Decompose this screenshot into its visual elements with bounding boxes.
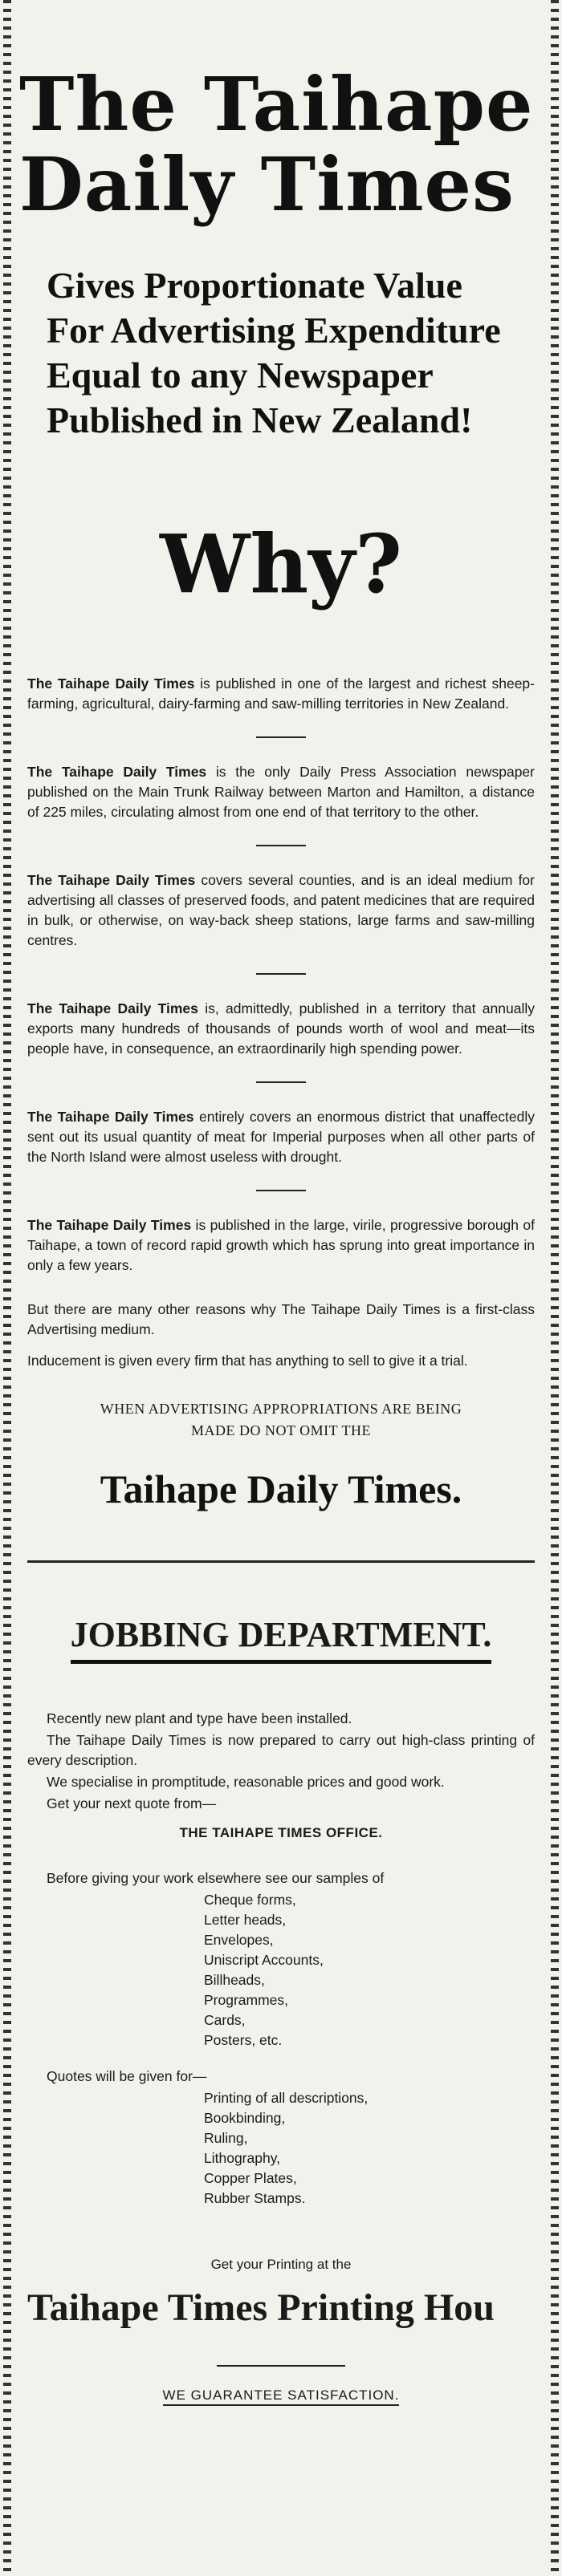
reason-lead: The Taihape Daily Times	[27, 1109, 194, 1125]
list-item: Ruling,	[204, 2130, 248, 2146]
reason-lead: The Taihape Daily Times	[27, 764, 207, 780]
why-heading: Why?	[160, 517, 402, 611]
reason-text: is published in the large, virile, progressive borough of Taihape, a town of record rapid growth which has sprung into great importance in only a few years.	[27, 1217, 535, 1273]
jobbing-heading	[19, 1614, 543, 1664]
separator-rule	[256, 973, 306, 975]
jobbing-paragraph: Recently new plant and type have been installed.	[47, 1710, 352, 1726]
list-item: Rubber Stamps.	[204, 2190, 306, 2206]
reason-paragraph	[19, 1215, 543, 1276]
jobbing-paragraph: The Taihape Daily Times is now prepared to carry out high-class printing of every description.	[27, 1732, 535, 1768]
list-item: Cheque forms,	[204, 1892, 296, 1908]
reason-text: covers several counties, and is an ideal medium for advertising all classes of preserved foods, and patent medicines that are required in bulk, or otherwise, on way-back sheep stations, large farms and saw-milling centres.	[27, 872, 535, 948]
quotes-list	[204, 2088, 543, 2209]
advert-content	[19, 0, 543, 2404]
reason-paragraph	[19, 762, 543, 822]
list-item: Billheads,	[204, 1972, 265, 1988]
quotes-intro: Quotes will be given for—	[47, 2068, 207, 2084]
reason-lead: The Taihape Daily Times	[27, 1000, 198, 1016]
tagline-line: Published in New Zealand!	[47, 400, 473, 440]
list-item: Cards,	[204, 2012, 246, 2028]
reason-paragraph	[19, 999, 543, 1059]
get-printing-line: Get your Printing at the	[210, 2257, 352, 2272]
list-item: Lithography,	[204, 2150, 281, 2166]
reason-paragraph	[19, 1107, 543, 1167]
office-name: THE TAIHAPE TIMES OFFICE.	[179, 1825, 383, 1840]
masthead-line-2: Daily Times	[19, 141, 515, 228]
separator-rule	[256, 1190, 306, 1191]
printing-house-name: Taihape Times Printing Hou	[27, 2286, 495, 2329]
list-item: Bookbinding,	[204, 2110, 286, 2126]
list-item: Envelopes,	[204, 1932, 274, 1948]
jobbing-paragraph: We specialise in promptitude, reasonable prices and good work.	[47, 1774, 445, 1790]
jobbing-paragraph: Get your next quote from—	[47, 1795, 217, 1811]
list-item: Printing of all descriptions,	[204, 2090, 369, 2106]
guarantee-text: WE GUARANTEE SATISFACTION.	[163, 2387, 400, 2406]
tagline-line: Equal to any Newspaper	[47, 355, 434, 396]
list-item: Letter heads,	[204, 1912, 287, 1928]
reason-paragraph	[19, 870, 543, 951]
jobbing-heading-text: JOBBING DEPARTMENT.	[71, 1614, 492, 1664]
samples-list	[204, 1890, 543, 2051]
section-divider	[27, 1560, 535, 1563]
reason-text: is published in one of the largest and richest sheep-farming, agricultural, dairy-farming and saw-milling territories in New Zealand.	[27, 675, 535, 712]
other-reasons-paragraph: But there are many other reasons why The Taihape Daily Times is a first-class Advertising medium.	[27, 1301, 535, 1337]
reason-text: entirely covers an enormous district that unaffectedly sent out its usual quantity of meat for Imperial purposes when all other parts of the North Island were almost useless with drought.	[27, 1109, 535, 1165]
list-item: Posters, etc.	[204, 2032, 283, 2048]
list-item: Copper Plates,	[204, 2170, 297, 2186]
brand-name-large: Taihape Daily Times.	[100, 1466, 462, 1511]
separator-rule	[256, 736, 306, 738]
advertising-note	[19, 1398, 543, 1442]
tagline-line: For Advertising Expenditure	[47, 310, 501, 351]
reasons-list	[19, 674, 543, 1371]
list-item: Uniscript Accounts,	[204, 1952, 324, 1968]
reason-paragraph	[19, 674, 543, 714]
reason-lead: The Taihape Daily Times	[27, 675, 195, 692]
advertising-note-line-1: WHEN ADVERTISING APPROPRIATIONS ARE BEING	[100, 1401, 462, 1417]
separator-rule	[256, 845, 306, 846]
reason-text: is the only Daily Press Association newspaper published on the Main Trunk Railway between Marton and Hamilton, a distance of 225 miles, circulating almost from one end of that territory to the other.	[27, 764, 535, 820]
samples-intro: Before giving your work elsewhere see our samples of	[47, 1870, 385, 1886]
list-item: Programmes,	[204, 1992, 289, 2008]
separator-rule	[256, 1081, 306, 1083]
jobbing-section	[19, 1709, 543, 2404]
inducement-paragraph: Inducement is given every firm that has anything to sell to give it a trial.	[27, 1353, 468, 1369]
reason-text: is, admittedly, published in a territory that annually exports many hundreds of thousands of pounds worth of wool and meat—its people have, in consequence, an extraordinarily high spending power.	[27, 1000, 535, 1057]
tagline-line: Gives Proportionate Value	[47, 265, 462, 306]
guarantee-line	[19, 2387, 543, 2404]
advertising-note-line-2: MADE DO NOT OMIT THE	[191, 1422, 371, 1438]
left-decorative-border	[3, 0, 11, 2576]
masthead	[19, 61, 543, 228]
closing-rule	[217, 2365, 345, 2367]
tagline	[47, 263, 543, 443]
masthead-line-1: The Taihape	[19, 61, 534, 148]
right-decorative-border	[551, 0, 559, 2576]
reason-lead: The Taihape Daily Times	[27, 1217, 192, 1233]
reason-lead: The Taihape Daily Times	[27, 872, 196, 888]
